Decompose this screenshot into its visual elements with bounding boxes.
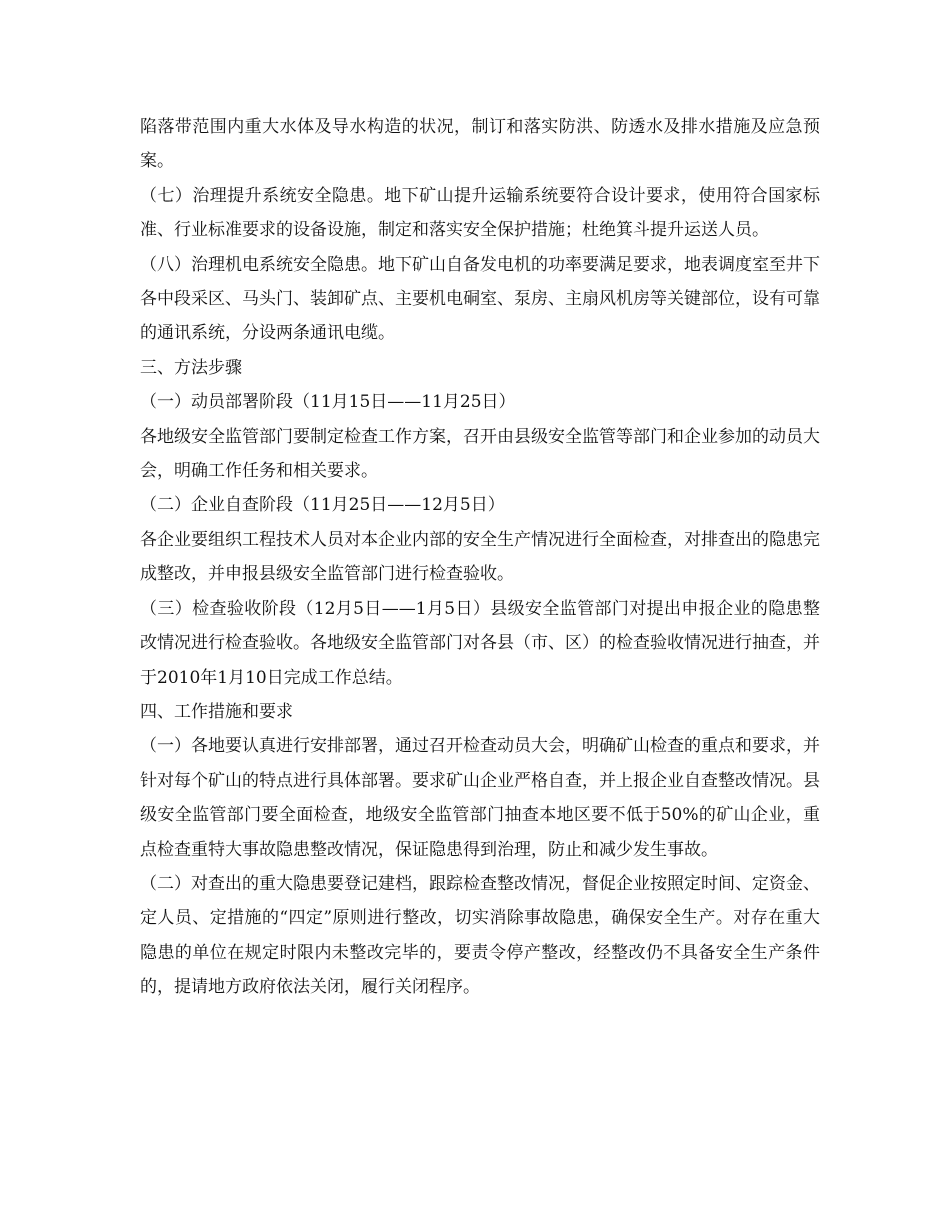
subheading-mobilization-phase: （一）动员部署阶段（11月15日——11月25日） xyxy=(140,392,516,413)
paragraph-flood-measures: 陷落带范围内重大水体及导水构造的状况，制订和落实防洪、防透水及排水措施及应急预案。 xyxy=(140,117,820,172)
paragraph-self-inspection: 各企业要组织工程技术人员对本企业内部的安全生产情况进行全面检查，对排查出的隐患完成整改，并申报县级安全监管部门进行检查验收。 xyxy=(140,529,820,585)
subheading-self-inspection-phase: （二）企业自查阶段（11月25日——12月5日） xyxy=(140,495,505,516)
paragraph-mobilization: 各地级安全监管部门要制定检查工作方案，召开由县级安全监管等部门和企业参加的动员大会，明确工作任务和相关要求。 xyxy=(140,426,820,482)
paragraph-deployment: （一）各地要认真进行安排部署，通过召开检查动员大会，明确矿山检查的重点和要求，并针对每个矿山的特点进行具体部署。要求矿山企业严格自查，并上报企业自查整改情况。县级安全监管部门要全面检查，地级安全监管部门抽查本地区要不低于50%的矿山企业，重点检查重特大事故隐患整改情况，保证隐患得到治理，防止和减少发生事故。 xyxy=(140,736,820,860)
paragraph-electromechanical: （八）治理机电系统安全隐患。地下矿山自备发电机的功率要满足要求，地表调度室至井下各中段采区、马头门、装卸矿点、主要机电硐室、泵房、主扇风机房等关键部位，设有可靠的通讯系统，分设两条通讯电缆。 xyxy=(140,254,820,344)
paragraph-acceptance-phase: （三）检查验收阶段（12月5日——1月5日）县级安全监管部门对提出申报企业的隐患整改情况进行检查验收。各地级安全监管部门对各县（市、区）的检查验收情况进行抽查，并于2010年1月10日完成工作总结。 xyxy=(140,598,820,688)
paragraph-major-hazards: （二）对查出的重大隐患要登记建档，跟踪检查整改情况，督促企业按照定时间、定资金、定人员、定措施的“四定”原则进行整改，切实消除事故隐患，确保安全生产。对存在重大隐患的单位在规定时限内未整改完毕的，要责令停产整改，经整改仍不具备安全生产条件的，提请地方政府依法关闭，履行关闭程序。 xyxy=(140,873,820,998)
document-page xyxy=(140,110,820,1005)
section-heading-methods: 三、方法步骤 xyxy=(140,357,242,378)
paragraph-hoist-system: （七）治理提升系统安全隐患。地下矿山提升运输系统要符合设计要求，使用符合国家标准、行业标准要求的设备设施，制定和落实安全保护措施；杜绝箕斗提升运送人员。 xyxy=(140,185,820,241)
section-heading-measures: 四、工作措施和要求 xyxy=(140,701,293,722)
